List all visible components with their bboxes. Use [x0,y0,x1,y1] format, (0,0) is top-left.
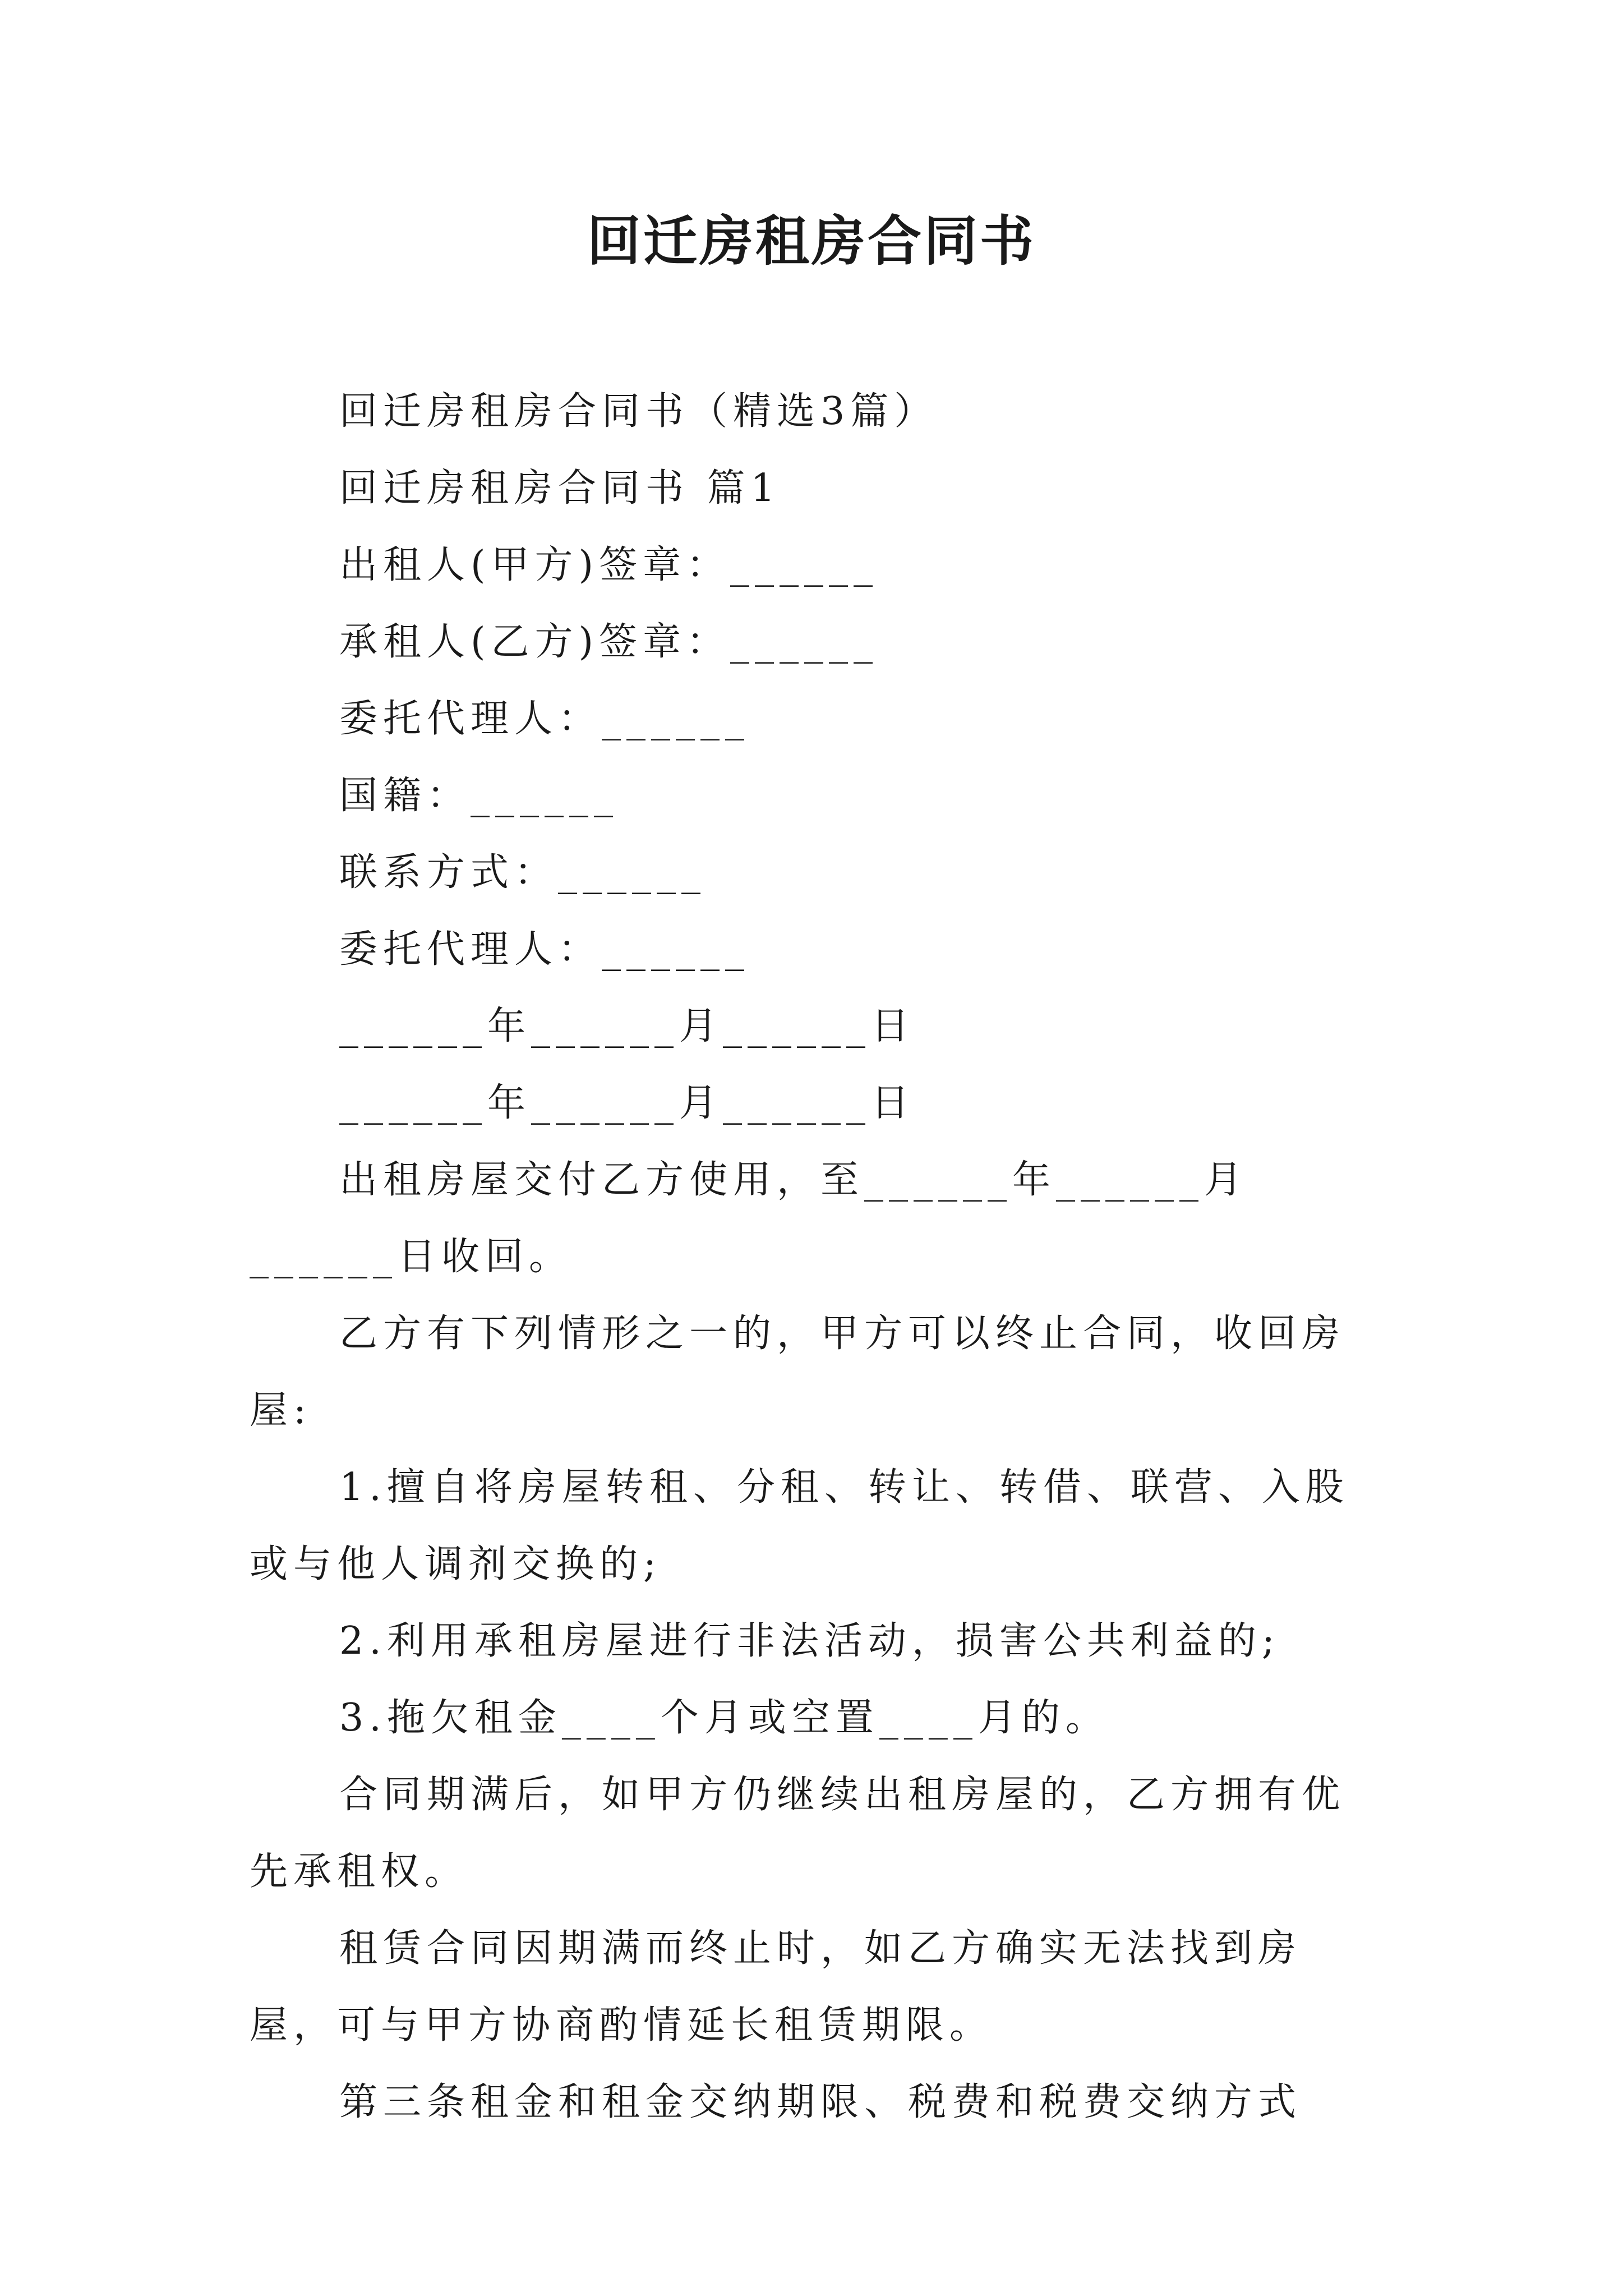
document-title: 回迁房租房合同书 [587,209,1036,273]
paragraph-termination-item-2: 2.利用承租房屋进行非法活动，损害公共利益的; [339,1619,1280,1663]
paragraph-priority-right: 合同期满后，如甲方仍继续出租房屋的，乙方拥有优先承租权。 [250,1773,1346,1894]
paragraph-subtitle: 回迁房租房合同书（精选3篇） [339,389,938,434]
document-body [250,373,1382,2141]
paragraph-termination-intro: 乙方有下列情形之一的，甲方可以终止合同，收回房屋: [250,1312,1346,1433]
paragraph-date-1: ______年______月______日 [339,1004,915,1048]
paragraph-extension: 租赁合同因期满而终止时，如乙方确实无法找到房屋，可与甲方协商酌情延长租赁期限。 [250,1926,1302,2047]
paragraph-section-heading: 回迁房租房合同书 篇1 [339,466,781,510]
paragraph-lessor-signature: 出租人(甲方)签章：______ [339,543,879,587]
paragraph-contact: 联系方式：______ [339,850,707,895]
paragraph-termination-item-1: 1.擅自将房屋转租、分租、转让、转借、联营、入股或与他人调剂交换的; [250,1465,1349,1586]
paragraph-lessee-signature: 承租人(乙方)签章：______ [339,620,879,664]
paragraph-nationality: 国籍：______ [339,774,619,818]
paragraph-delivery: 出租房屋交付乙方使用，至______年______月______日收回。 [250,1158,1248,1279]
paragraph-agent: 委托代理人：______ [339,697,750,741]
paragraph-termination-item-3: 3.拖欠租金____个月或空置____月的。 [339,1696,1109,1740]
paragraph-agent-2: 委托代理人：______ [339,927,750,972]
paragraph-article-3: 第三条租金和租金交纳期限、税费和税费交纳方式 [339,2080,1302,2124]
paragraph-date-2: ______年______月______日 [339,1081,915,1125]
